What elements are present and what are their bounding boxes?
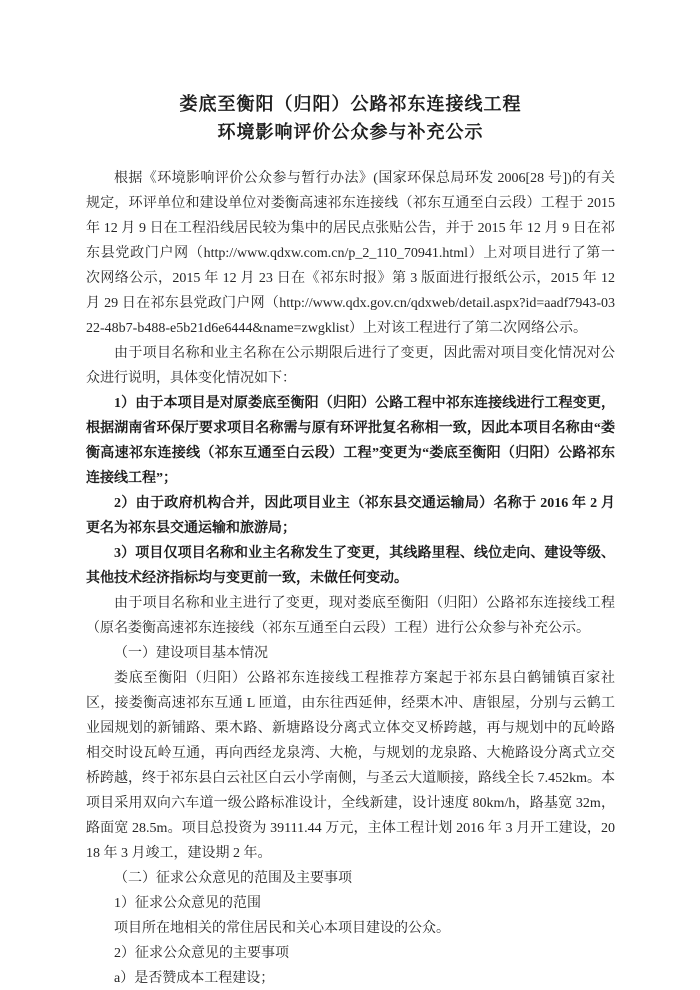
paragraph-opinion-scope-detail: 项目所在地相关的常住居民和关心本项目建设的公众。 [114,921,450,936]
heading-section-2-opinion-scope: （二）征求公众意见的范围及主要事项 [114,871,352,886]
title-line-2: 环境影响评价公众参与补充公示 [217,122,484,142]
heading-section-1-project-basics: （一）建设项目基本情况 [114,646,268,661]
paragraph-supplement-announcement: 由于项目名称和业主进行了变更，现对娄底至衡阳（归阳）公路祁东连接线工程（原名娄衡高速祁东连接线（祁东互通至白云段）工程）进行公众参与补充公示。 [86,596,615,636]
change-item-1-project-name: 1）由于本项目是对原娄底至衡阳（归阳）公路工程中祁东连接线进行工程变更，根据湖南省环保厅要求项目名称需与原有环评批复名称相一致，因此本项目名称由“娄衡高速祁东连接线（祁东互通至白云段）工程”变更为“娄底至衡阳（归阳）公路祁东连接线工程”； [86,396,615,486]
change-item-2-owner-name: 2）由于政府机构合并，因此项目业主（祁东县交通运输局）名称于 2016 年 2 月更名为祁东县交通运输和旅游局； [86,496,615,536]
paragraph-public-notice-history: 根据《环境影响评价公众参与暂行办法》(国家环保总局环发 2006[28 号])的有关规定，环评单位和建设单位对娄衡高速祁东连接线（祁东互通至白云段）工程于 2015 年 12 月 9 日在工程沿线居民较为集中的居民点张贴公告，并于 2015 年 12 月 9 日在祁东县党政门户网（http://www.qdxw.com.cn/p_2_110_70941.html）上对项目进行了第一次网络公示，2015 年 12 月 23 日在《祁东时报》第 3 版面进行报纸公示，2015 年 12 月 29 日在祁东县党政门户网（http://www.qdx.gov.cn/qdxweb/detail.aspx?id=aadf7943-0322-48b7-b488-e5b21d6e6444&name=zwgklist）上对该工程进行了第二次网络公示。 [86,171,615,336]
item-a-support-project: a）是否赞成本工程建设； [114,971,275,986]
paragraph-change-intro: 由于项目名称和业主名称在公示期限后进行了变更，因此需对项目变化情况对公众进行说明，具体变化情况如下： [86,346,615,386]
subheading-opinion-main-items: 2）征求公众意见的主要事项 [114,946,289,961]
title-line-1: 娄底至衡阳（归阳）公路祁东连接线工程 [179,94,522,114]
document-title [86,90,615,146]
subheading-opinion-scope: 1）征求公众意见的范围 [114,896,261,911]
change-item-3-no-other-changes: 3）项目仅项目名称和业主名称发生了变更，其线路里程、线位走向、建设等级、其他技术经济指标均与变更前一致，未做任何变动。 [86,546,615,586]
paragraph-project-overview: 娄底至衡阳（归阳）公路祁东连接线工程推荐方案起于祁东县白鹤铺镇百家社区，接娄衡高速祁东互通 L 匝道，由东往西延伸，经栗木冲、唐银屋，分别与云鹤工业园规划的新铺路、栗木路、新塘路设分离式立体交叉桥跨越，再与规划中的瓦岭路相交时设瓦岭互通，再向西经龙泉湾、大桅，与规划的龙泉路、大桅路设分离式立交桥跨越，终于祁东县白云社区白云小学南侧，与圣云大道顺接，路线全长 7.452km。本项目采用双向六车道一级公路标准设计，全线新建，设计速度 80km/h，路基宽 32m，路面宽 28.5m。项目总投资为 39111.44 万元，主体工程计划 2016 年 3 月开工建设，2018 年 3 月竣工，建设期 2 年。 [86,671,615,861]
